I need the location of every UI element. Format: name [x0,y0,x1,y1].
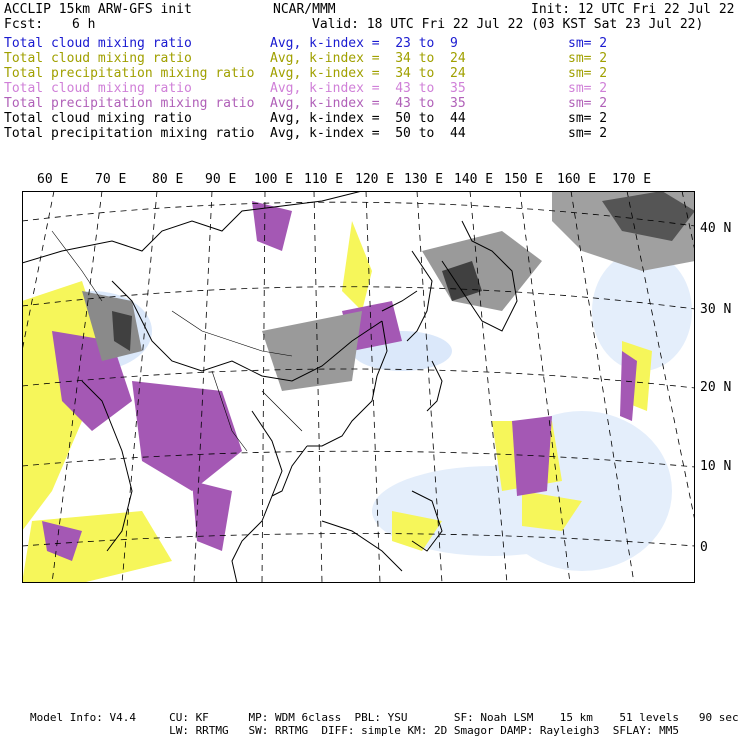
legend-row [4,51,736,66]
legend-range: Avg, k-index = 23 to 9 [270,36,458,51]
lat-label: 10 N [700,459,732,474]
legend-range: Avg, k-index = 43 to 35 [270,96,466,111]
legend-field: Total precipitation mixing ratio [4,66,255,81]
legend-row [4,36,736,51]
legend-smoothing: sm= 2 [568,81,608,96]
legend-row [4,81,736,96]
lon-label: 80 E [152,172,184,187]
model-info-line-1: Model Info: V4.4 CU: KF MP: WDM 6class PBL: YSU SF: Noah LSM 15 km 51 levels 90 sec [30,711,739,724]
legend-range: Avg, k-index = 50 to 44 [270,126,466,141]
lon-label: 170 E [612,172,652,187]
legend-field: Total cloud mixing ratio [4,81,192,96]
lon-label: 120 E [355,172,395,187]
legend-row [4,126,736,141]
lat-label: 30 N [700,302,732,317]
forecast-label: Fcst: [4,17,44,32]
legend-range: Avg, k-index = 43 to 35 [270,81,466,96]
lon-label: 100 E [254,172,294,187]
lat-label: 40 N [700,221,732,236]
lon-label: 130 E [404,172,444,187]
lon-label: 160 E [557,172,597,187]
forecast-map [22,191,695,583]
model-info-line-2: LW: RRTMG SW: RRTMG DIFF: simple KM: 2D Smagor DAMP: Rayleigh3 SFLAY: MM5 [30,724,680,737]
product-title: ACCLIP 15km ARW-GFS init [4,2,192,17]
legend-row [4,96,736,111]
lat-label: 20 N [700,380,732,395]
legend-field: Total precipitation mixing ratio [4,126,255,141]
lat-label: 0 [700,540,708,555]
legend-smoothing: sm= 2 [568,111,608,126]
legend-field: Total cloud mixing ratio [4,111,192,126]
legend-smoothing: sm= 2 [568,36,608,51]
lon-label: 140 E [454,172,494,187]
valid-time: Valid: 18 UTC Fri 22 Jul 22 (03 KST Sat 23 Jul 22) [312,17,704,32]
init-time: Init: 12 UTC Fri 22 Jul 22 [531,2,735,17]
legend-range: Avg, k-index = 50 to 44 [270,111,466,126]
lon-label: 110 E [304,172,344,187]
forecast-hour: 6 h [72,17,96,32]
lon-label: 60 E [37,172,69,187]
legend-smoothing: sm= 2 [568,96,608,111]
legend-range: Avg, k-index = 34 to 24 [270,51,466,66]
legend-smoothing: sm= 2 [568,66,608,81]
lon-label: 150 E [504,172,544,187]
legend-smoothing: sm= 2 [568,126,608,141]
legend-row [4,111,736,126]
legend-field: Total cloud mixing ratio [4,36,192,51]
organization-label: NCAR/MMM [273,2,336,17]
lon-label: 90 E [205,172,237,187]
legend-smoothing: sm= 2 [568,51,608,66]
lon-label: 70 E [95,172,127,187]
legend-field: Total cloud mixing ratio [4,51,192,66]
legend-row [4,66,736,81]
legend-range: Avg, k-index = 34 to 24 [270,66,466,81]
legend-field: Total precipitation mixing ratio [4,96,255,111]
